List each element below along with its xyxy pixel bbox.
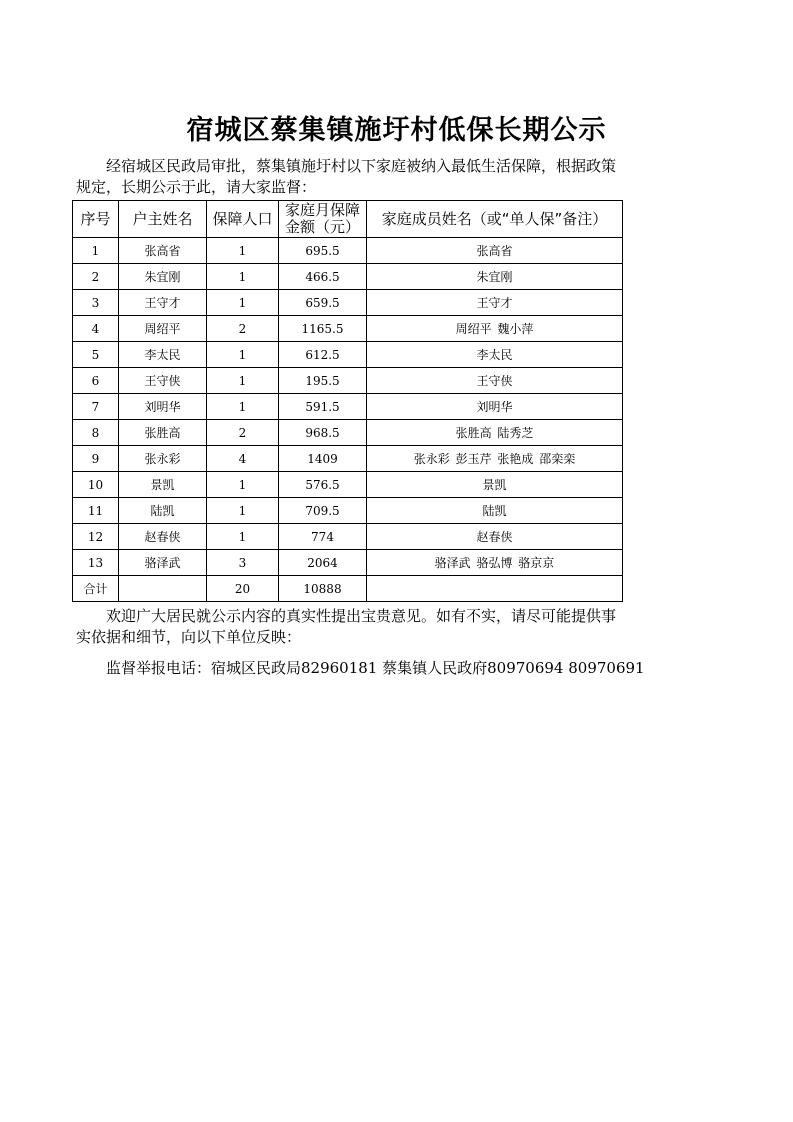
total-name [119, 576, 207, 602]
header-members: 家庭成员姓名（或“单人保”备注） [367, 201, 623, 238]
header-amount [279, 201, 367, 238]
header-name: 户主姓名 [119, 201, 207, 238]
row-amount: 695.5 [279, 238, 367, 264]
row-amount: 576.5 [279, 472, 367, 498]
row-name: 刘明华 [119, 394, 207, 420]
row-index: 8 [73, 420, 119, 446]
row-members: 朱宜刚 [367, 264, 623, 290]
row-amount: 2064 [279, 550, 367, 576]
row-people: 1 [207, 264, 279, 290]
row-name: 张永彩 [119, 446, 207, 472]
document-title: 宿城区蔡集镇施圩村低保长期公示 [186, 115, 607, 146]
contact-line: 监督举报电话：宿城区民政局82960181 蔡集镇人民政府80970694 80970691 [106, 659, 645, 677]
row-members: 张永彩 彭玉芹 张艳成 邵栾栾 [367, 446, 623, 472]
row-name: 朱宜刚 [119, 264, 207, 290]
row-people: 2 [207, 420, 279, 446]
table-row [73, 290, 623, 316]
row-name: 张高省 [119, 238, 207, 264]
row-index: 4 [73, 316, 119, 342]
header-index: 序号 [73, 201, 119, 238]
row-index: 11 [73, 498, 119, 524]
row-members: 王守侠 [367, 368, 623, 394]
row-index: 12 [73, 524, 119, 550]
row-people: 1 [207, 238, 279, 264]
row-members: 李太民 [367, 342, 623, 368]
table-row [73, 498, 623, 524]
row-amount: 968.5 [279, 420, 367, 446]
row-people: 1 [207, 524, 279, 550]
row-amount: 1409 [279, 446, 367, 472]
row-members: 张胜高 陆秀芝 [367, 420, 623, 446]
table-row [73, 368, 623, 394]
row-index: 3 [73, 290, 119, 316]
row-index: 13 [73, 550, 119, 576]
intro-paragraph: 经宿城区民政局审批，蔡集镇施圩村以下家庭被纳入最低生活保障，根据政策规定，长期公示于此，请大家监督： [76, 157, 617, 196]
table-row [73, 394, 623, 420]
table-row [73, 550, 623, 576]
table-header-row [73, 201, 623, 238]
total-row [73, 576, 623, 602]
table-row [73, 238, 623, 264]
row-people: 1 [207, 342, 279, 368]
row-members: 张高省 [367, 238, 623, 264]
total-members [367, 576, 623, 602]
row-name: 王守才 [119, 290, 207, 316]
table-row [73, 342, 623, 368]
row-amount: 591.5 [279, 394, 367, 420]
row-members: 王守才 [367, 290, 623, 316]
table-row [73, 472, 623, 498]
row-amount: 774 [279, 524, 367, 550]
row-index: 9 [73, 446, 119, 472]
row-index: 7 [73, 394, 119, 420]
row-members: 陆凯 [367, 498, 623, 524]
row-people: 2 [207, 316, 279, 342]
table-row [73, 446, 623, 472]
total-people: 20 [207, 576, 279, 602]
row-members: 骆泽武 骆弘博 骆京京 [367, 550, 623, 576]
row-name: 王守侠 [119, 368, 207, 394]
table-row [73, 316, 623, 342]
row-members: 赵春侠 [367, 524, 623, 550]
row-index: 10 [73, 472, 119, 498]
row-amount: 466.5 [279, 264, 367, 290]
header-amount-line2: 金额（元） [284, 218, 360, 236]
row-name: 张胜高 [119, 420, 207, 446]
row-people: 1 [207, 394, 279, 420]
header-amount-line1: 家庭月保障 [284, 201, 360, 219]
row-people: 1 [207, 498, 279, 524]
row-people: 1 [207, 290, 279, 316]
table-row [73, 524, 623, 550]
row-name: 骆泽武 [119, 550, 207, 576]
total-amount: 10888 [279, 576, 367, 602]
row-members: 刘明华 [367, 394, 623, 420]
table-row [73, 420, 623, 446]
row-index: 6 [73, 368, 119, 394]
table-row [73, 264, 623, 290]
total-label: 合计 [73, 576, 119, 602]
row-amount: 659.5 [279, 290, 367, 316]
row-people: 1 [207, 368, 279, 394]
row-people: 3 [207, 550, 279, 576]
row-name: 陆凯 [119, 498, 207, 524]
row-name: 李太民 [119, 342, 207, 368]
row-members: 周绍平 魏小萍 [367, 316, 623, 342]
row-name: 景凯 [119, 472, 207, 498]
row-index: 2 [73, 264, 119, 290]
row-amount: 1165.5 [279, 316, 367, 342]
row-amount: 709.5 [279, 498, 367, 524]
row-amount: 612.5 [279, 342, 367, 368]
row-name: 周绍平 [119, 316, 207, 342]
row-people: 1 [207, 472, 279, 498]
header-people: 保障人口 [207, 201, 279, 238]
row-members: 景凯 [367, 472, 623, 498]
row-amount: 195.5 [279, 368, 367, 394]
row-name: 赵春侠 [119, 524, 207, 550]
allowance-table [72, 200, 623, 602]
row-index: 1 [73, 238, 119, 264]
row-index: 5 [73, 342, 119, 368]
outro-paragraph: 欢迎广大居民就公示内容的真实性提出宝贵意见。如有不实，请尽可能提供事实依据和细节，向以下单位反映： [76, 607, 617, 646]
row-people: 4 [207, 446, 279, 472]
